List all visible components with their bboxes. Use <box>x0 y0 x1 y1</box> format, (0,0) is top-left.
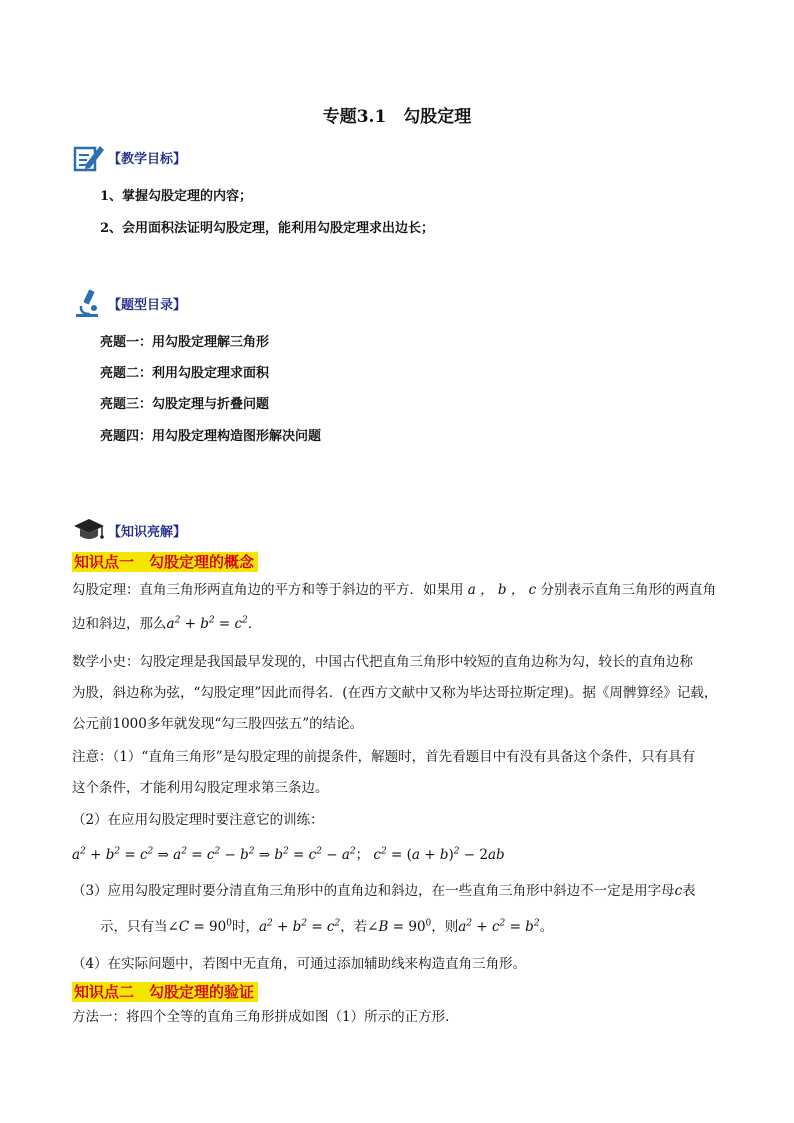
goal-item-2: 2、会用面积法证明勾股定理，能利用勾股定理求出边长； <box>100 221 435 236</box>
method-1: 方法一：将四个全等的直角三角形拼成如图（1）所示的正方形． <box>72 1009 459 1025</box>
history-line-3: 公元前1000多年就发现“勾三股四弦五”的结论。 <box>72 716 364 732</box>
notepad-pencil-icon <box>72 142 106 172</box>
goal-item-1: 1、掌握勾股定理的内容； <box>100 189 253 204</box>
history-line-1: 数学小史：勾股定理是我国最早发现的，中国古代把直角三角形中较短的直角边称为勾，较长的直角边称 <box>72 654 693 670</box>
note-2: （2）在应用勾股定理时要注意它的训练： <box>72 812 324 828</box>
history-line-2: 为股，斜边称为弦，“勾股定理”因此而得名．(在西方文献中又称为毕达哥拉斯定理)。据《周髀算经》记载， <box>72 685 718 701</box>
teaching-goals-label: 【教学目标】 <box>108 151 187 167</box>
note-4: （4）在实际问题中，若图中无直角，可通过添加辅助线来构造直角三角形。 <box>72 956 527 972</box>
catalog-item-4: 亮题四：用勾股定理构造图形解决问题 <box>100 429 322 444</box>
note-3-line-2: 示，只有当∠C = $90^0$时，$a^2 + b^2 = c^2$，若∠B = $90^0$，则$a^2 + c^2 = b^2$。 <box>100 918 554 935</box>
page-title: 专题3.1 勾股定理 <box>322 107 472 127</box>
knowledge-point-2-title: 知识点二 勾股定理的验证 <box>72 981 258 1002</box>
definition-line-1: 勾股定理：直角三角形两直角边的平方和等于斜边的平方．如果用 a ， b ， c 分别表示直角三角形的两直角 <box>72 582 716 598</box>
knowledge-point-1-title: 知识点一 勾股定理的概念 <box>72 551 258 572</box>
catalog-item-2: 亮题二：利用勾股定理求面积 <box>100 366 270 381</box>
catalog-item-1: 亮题一：用勾股定理解三角形 <box>100 335 270 350</box>
teaching-goals-header <box>72 142 186 172</box>
abc-variables: a ， b ， c <box>463 582 541 598</box>
note-line-2: 这个条件，才能利用勾股定理求第三条边。 <box>72 780 329 796</box>
formula-transformations: $a^2 + b^2 = c^2$ ⇒ $a^2 = c^2 - b^2$ ⇒ $b^2 = c^2 - a^2$； $c^2 = (a + b)^2 - 2ab$ <box>72 846 505 863</box>
note-3-line-1: （3）应用勾股定理时要分清直角三角形中的直角边和斜边，在一些直角三角形中斜边不一定是用字母c表 <box>72 883 696 899</box>
knowledge-header <box>72 515 186 545</box>
note-line-1: 注意：（1）“直角三角形”是勾股定理的前提条件，解题时，首先看题目中有没有具备这个条件，只有具有 <box>72 749 696 765</box>
knowledge-label: 【知识亮解】 <box>108 524 187 540</box>
definition-line-2: 边和斜边，那么$a^2 + b^2 = c^2$． <box>72 615 262 632</box>
catalog-header <box>72 288 186 318</box>
graduation-cap-icon <box>72 515 106 545</box>
microscope-icon <box>72 288 106 318</box>
catalog-label: 【题型目录】 <box>108 297 187 313</box>
catalog-item-3: 亮题三：勾股定理与折叠问题 <box>100 397 270 412</box>
pythagorean-formula: $a^2 + b^2 = c^2$ <box>166 615 248 632</box>
